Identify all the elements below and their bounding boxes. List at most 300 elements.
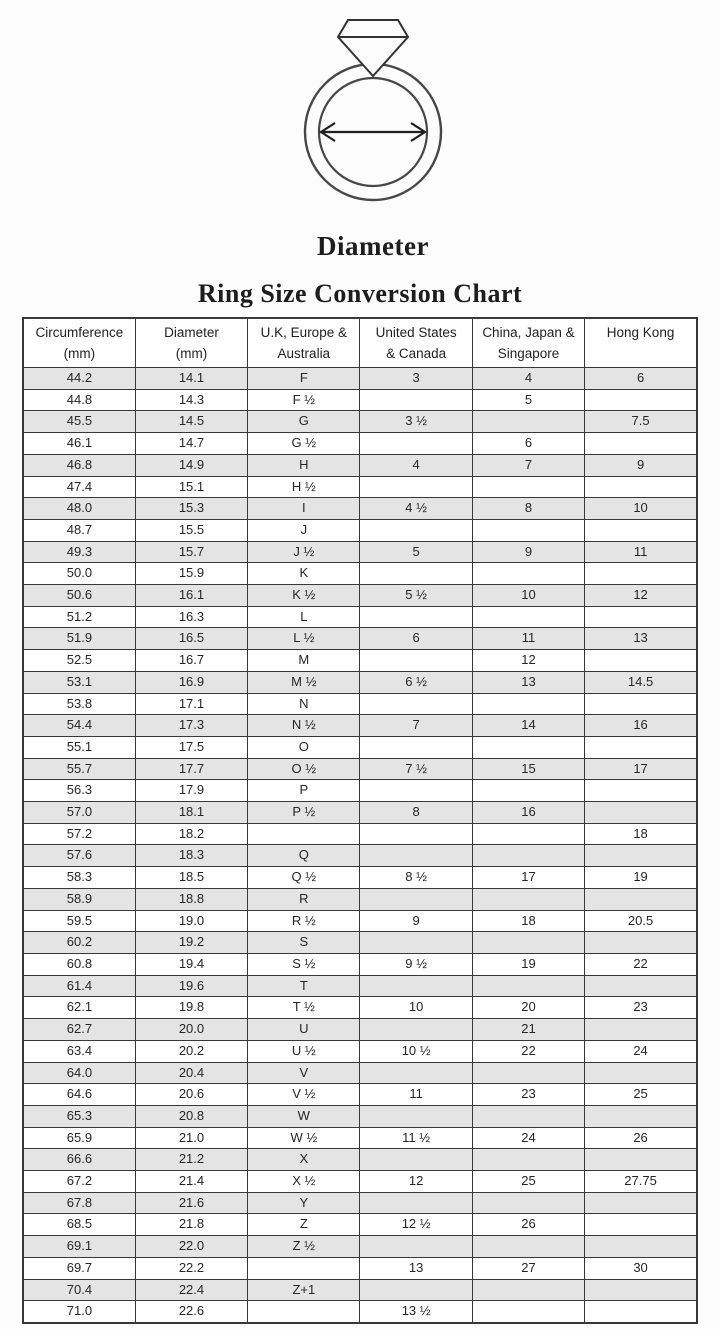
- table-cell: 10: [472, 585, 584, 607]
- table-row: [23, 1171, 697, 1193]
- table-row: [23, 368, 697, 390]
- table-row: [23, 606, 697, 628]
- table-cell: 11 ½: [360, 1127, 472, 1149]
- table-cell: 16.5: [135, 628, 247, 650]
- table-cell: 57.0: [23, 802, 135, 824]
- table-cell: [472, 888, 584, 910]
- table-cell: 70.4: [23, 1279, 135, 1301]
- table-cell: 16.7: [135, 650, 247, 672]
- table-cell: 10: [585, 498, 697, 520]
- table-cell: [585, 1105, 697, 1127]
- table-cell: 18: [585, 823, 697, 845]
- table-cell: 57.6: [23, 845, 135, 867]
- table-cell: 18: [472, 910, 584, 932]
- table-cell: R ½: [248, 910, 360, 932]
- table-cell: [360, 932, 472, 954]
- table-row: [23, 802, 697, 824]
- table-cell: I: [248, 498, 360, 520]
- table-cell: P: [248, 780, 360, 802]
- table-cell: 21.8: [135, 1214, 247, 1236]
- column-header-line: (mm): [63, 346, 96, 361]
- table-cell: 22.6: [135, 1301, 247, 1323]
- table-cell: [585, 433, 697, 455]
- table-cell: M: [248, 650, 360, 672]
- table-cell: [248, 1301, 360, 1323]
- table-cell: 48.7: [23, 519, 135, 541]
- table-cell: V: [248, 1062, 360, 1084]
- table-cell: [360, 736, 472, 758]
- table-cell: 55.7: [23, 758, 135, 780]
- table-cell: 11: [472, 628, 584, 650]
- table-cell: H: [248, 454, 360, 476]
- table-cell: 15.9: [135, 563, 247, 585]
- table-cell: N: [248, 693, 360, 715]
- table-cell: 45.5: [23, 411, 135, 433]
- column-header-line: Australia: [277, 346, 331, 361]
- table-cell: 71.0: [23, 1301, 135, 1323]
- ring-with-diamond-icon: [298, 10, 448, 207]
- table-cell: 18.2: [135, 823, 247, 845]
- ring-diagram: [0, 0, 720, 260]
- table-cell: [472, 736, 584, 758]
- table-cell: [585, 389, 697, 411]
- table-row: [23, 1084, 697, 1106]
- table-cell: 20.6: [135, 1084, 247, 1106]
- table-row: [23, 1279, 697, 1301]
- table-cell: S: [248, 932, 360, 954]
- table-cell: [585, 1236, 697, 1258]
- table-cell: 9: [585, 454, 697, 476]
- table-cell: 63.4: [23, 1040, 135, 1062]
- table-cell: 60.2: [23, 932, 135, 954]
- table-cell: 20.5: [585, 910, 697, 932]
- table-cell: 6: [360, 628, 472, 650]
- table-cell: 4: [360, 454, 472, 476]
- table-cell: 22: [585, 953, 697, 975]
- table-row: [23, 454, 697, 476]
- table-row: [23, 1105, 697, 1127]
- table-cell: 69.7: [23, 1257, 135, 1279]
- table-cell: 19.4: [135, 953, 247, 975]
- table-cell: [585, 650, 697, 672]
- table-header: [23, 318, 697, 368]
- table-cell: W: [248, 1105, 360, 1127]
- table-cell: K ½: [248, 585, 360, 607]
- table-header-row: [23, 318, 697, 368]
- table-cell: [585, 519, 697, 541]
- table-cell: [585, 563, 697, 585]
- table-cell: [472, 932, 584, 954]
- table-cell: 7: [360, 715, 472, 737]
- table-cell: 27.75: [585, 1171, 697, 1193]
- table-cell: [585, 802, 697, 824]
- table-row: [23, 953, 697, 975]
- table-cell: 12: [360, 1171, 472, 1193]
- table-cell: [360, 1192, 472, 1214]
- table-cell: 21.6: [135, 1192, 247, 1214]
- table-cell: [360, 476, 472, 498]
- column-header: [360, 318, 472, 368]
- table-cell: 19.0: [135, 910, 247, 932]
- table-cell: [585, 1192, 697, 1214]
- table-cell: [360, 693, 472, 715]
- table-cell: 11: [585, 541, 697, 563]
- table-cell: [360, 823, 472, 845]
- table-cell: 16: [472, 802, 584, 824]
- table-cell: 53.8: [23, 693, 135, 715]
- table-cell: 14.9: [135, 454, 247, 476]
- table-cell: 53.1: [23, 671, 135, 693]
- table-cell: 13: [472, 671, 584, 693]
- table-cell: 17: [585, 758, 697, 780]
- table-row: [23, 758, 697, 780]
- table-cell: 56.3: [23, 780, 135, 802]
- table-row: [23, 498, 697, 520]
- table-cell: 15: [472, 758, 584, 780]
- diameter-arrow: [321, 123, 425, 141]
- table-cell: [360, 519, 472, 541]
- table-cell: 14.3: [135, 389, 247, 411]
- table-cell: 50.6: [23, 585, 135, 607]
- column-header: [23, 318, 135, 368]
- table-cell: 5: [360, 541, 472, 563]
- table-cell: [585, 1149, 697, 1171]
- table-cell: F: [248, 368, 360, 390]
- table-cell: 18.1: [135, 802, 247, 824]
- table-cell: [248, 823, 360, 845]
- table-cell: 58.3: [23, 867, 135, 889]
- table-cell: 22.0: [135, 1236, 247, 1258]
- table-cell: Q: [248, 845, 360, 867]
- table-row: [23, 736, 697, 758]
- table-cell: 57.2: [23, 823, 135, 845]
- table-cell: 22: [472, 1040, 584, 1062]
- table-row: [23, 715, 697, 737]
- table-cell: 61.4: [23, 975, 135, 997]
- diameter-label: Diameter: [317, 231, 429, 261]
- table-cell: 7 ½: [360, 758, 472, 780]
- table-cell: L: [248, 606, 360, 628]
- table-cell: 15.1: [135, 476, 247, 498]
- table-cell: [472, 780, 584, 802]
- table-cell: 21.4: [135, 1171, 247, 1193]
- table-row: [23, 1236, 697, 1258]
- table-cell: 10: [360, 997, 472, 1019]
- table-cell: [585, 932, 697, 954]
- table-cell: [360, 433, 472, 455]
- table-cell: 15.5: [135, 519, 247, 541]
- table-row: [23, 563, 697, 585]
- table-cell: X ½: [248, 1171, 360, 1193]
- table-cell: 11: [360, 1084, 472, 1106]
- column-header-line: Hong Kong: [606, 325, 675, 340]
- table-cell: 12 ½: [360, 1214, 472, 1236]
- table-cell: 20.4: [135, 1062, 247, 1084]
- column-header-line: & Canada: [386, 346, 447, 361]
- table-cell: [360, 1236, 472, 1258]
- table-cell: Z+1: [248, 1279, 360, 1301]
- table-cell: [472, 975, 584, 997]
- table-cell: [585, 845, 697, 867]
- table-cell: 12: [585, 585, 697, 607]
- column-header-line: Diameter: [164, 325, 219, 340]
- table-cell: O ½: [248, 758, 360, 780]
- table-row: [23, 975, 697, 997]
- table-row: [23, 389, 697, 411]
- table-cell: [472, 1149, 584, 1171]
- table-cell: 4 ½: [360, 498, 472, 520]
- table-row: [23, 932, 697, 954]
- column-header-line: United States: [375, 325, 457, 340]
- column-header-line: China, Japan &: [482, 325, 575, 340]
- table-cell: [585, 1062, 697, 1084]
- table-row: [23, 1214, 697, 1236]
- table-cell: 62.1: [23, 997, 135, 1019]
- table-cell: [360, 563, 472, 585]
- table-cell: 64.6: [23, 1084, 135, 1106]
- table-cell: 64.0: [23, 1062, 135, 1084]
- table-cell: 6: [585, 368, 697, 390]
- table-cell: [585, 1214, 697, 1236]
- table-cell: 4: [472, 368, 584, 390]
- table-cell: 30: [585, 1257, 697, 1279]
- table-cell: R: [248, 888, 360, 910]
- table-cell: [585, 1301, 697, 1323]
- table-cell: 60.8: [23, 953, 135, 975]
- table-cell: 44.2: [23, 368, 135, 390]
- table-cell: 55.1: [23, 736, 135, 758]
- table-cell: [472, 693, 584, 715]
- table-cell: 7.5: [585, 411, 697, 433]
- table-row: [23, 628, 697, 650]
- table-cell: 14.1: [135, 368, 247, 390]
- table-cell: 20.8: [135, 1105, 247, 1127]
- table-cell: 25: [585, 1084, 697, 1106]
- table-cell: 12: [472, 650, 584, 672]
- column-header: [472, 318, 584, 368]
- table-cell: W ½: [248, 1127, 360, 1149]
- table-body: [23, 368, 697, 1323]
- table-cell: U: [248, 1019, 360, 1041]
- table-cell: 9: [472, 541, 584, 563]
- table-row: [23, 411, 697, 433]
- table-cell: 19.6: [135, 975, 247, 997]
- table-cell: 26: [472, 1214, 584, 1236]
- table-cell: 16.9: [135, 671, 247, 693]
- table-cell: 14: [472, 715, 584, 737]
- table-cell: 18.5: [135, 867, 247, 889]
- table-cell: [472, 606, 584, 628]
- column-header-line: Singapore: [497, 346, 560, 361]
- table-cell: [360, 975, 472, 997]
- table-cell: [585, 1019, 697, 1041]
- table-row: [23, 585, 697, 607]
- table-cell: T: [248, 975, 360, 997]
- table-cell: [472, 845, 584, 867]
- table-row: [23, 997, 697, 1019]
- table-cell: 16.3: [135, 606, 247, 628]
- table-cell: 24: [472, 1127, 584, 1149]
- table-row: [23, 910, 697, 932]
- table-cell: 68.5: [23, 1214, 135, 1236]
- table-cell: [585, 975, 697, 997]
- table-cell: 9: [360, 910, 472, 932]
- ring-size-table: [22, 317, 698, 1324]
- column-header: [248, 318, 360, 368]
- table-cell: [585, 780, 697, 802]
- table-cell: 17.1: [135, 693, 247, 715]
- table-row: [23, 433, 697, 455]
- table-row: [23, 780, 697, 802]
- table-cell: 18.8: [135, 888, 247, 910]
- column-header-line: Circumference: [35, 325, 124, 340]
- table-cell: 10 ½: [360, 1040, 472, 1062]
- table-cell: 50.0: [23, 563, 135, 585]
- table-cell: 27: [472, 1257, 584, 1279]
- table-cell: 65.3: [23, 1105, 135, 1127]
- table-cell: 19.2: [135, 932, 247, 954]
- table-row: [23, 823, 697, 845]
- table-cell: G: [248, 411, 360, 433]
- table-cell: 47.4: [23, 476, 135, 498]
- table-cell: 13: [585, 628, 697, 650]
- table-row: [23, 671, 697, 693]
- table-cell: 20.0: [135, 1019, 247, 1041]
- table-cell: 20.2: [135, 1040, 247, 1062]
- table-cell: 62.7: [23, 1019, 135, 1041]
- table-cell: 8: [360, 802, 472, 824]
- table-row: [23, 1149, 697, 1171]
- table-cell: 5: [472, 389, 584, 411]
- table-cell: H ½: [248, 476, 360, 498]
- table-cell: [472, 476, 584, 498]
- table-cell: [472, 1279, 584, 1301]
- table-cell: 21.2: [135, 1149, 247, 1171]
- table-cell: Z: [248, 1214, 360, 1236]
- table-cell: 21: [472, 1019, 584, 1041]
- table-cell: [472, 519, 584, 541]
- table-cell: 17.9: [135, 780, 247, 802]
- table-cell: 67.8: [23, 1192, 135, 1214]
- table-cell: 16: [585, 715, 697, 737]
- table-cell: 19: [585, 867, 697, 889]
- table-cell: 22.4: [135, 1279, 247, 1301]
- table-cell: S ½: [248, 953, 360, 975]
- table-cell: 15.7: [135, 541, 247, 563]
- table-row: [23, 476, 697, 498]
- table-cell: [472, 1301, 584, 1323]
- column-header-line: U.K, Europe &: [260, 325, 347, 340]
- table-row: [23, 693, 697, 715]
- table-cell: T ½: [248, 997, 360, 1019]
- table-cell: 6: [472, 433, 584, 455]
- table-cell: 67.2: [23, 1171, 135, 1193]
- table-cell: [360, 780, 472, 802]
- table-cell: [585, 693, 697, 715]
- table-cell: [472, 411, 584, 433]
- table-cell: 51.2: [23, 606, 135, 628]
- table-cell: 23: [585, 997, 697, 1019]
- table-cell: 44.8: [23, 389, 135, 411]
- table-cell: O: [248, 736, 360, 758]
- table-cell: 21.0: [135, 1127, 247, 1149]
- table-cell: [585, 736, 697, 758]
- table-row: [23, 1062, 697, 1084]
- table-cell: [472, 1192, 584, 1214]
- table-row: [23, 1301, 697, 1323]
- table-cell: [360, 1019, 472, 1041]
- table-cell: 51.9: [23, 628, 135, 650]
- table-cell: [472, 823, 584, 845]
- column-header-line: (mm): [175, 346, 208, 361]
- table-cell: 15.3: [135, 498, 247, 520]
- table-cell: [585, 476, 697, 498]
- table-row: [23, 541, 697, 563]
- table-cell: [585, 1279, 697, 1301]
- table-cell: 46.1: [23, 433, 135, 455]
- table-cell: M ½: [248, 671, 360, 693]
- table-cell: 22.2: [135, 1257, 247, 1279]
- column-header: [135, 318, 247, 368]
- table-cell: 17.7: [135, 758, 247, 780]
- table-cell: Q ½: [248, 867, 360, 889]
- table-cell: [360, 1105, 472, 1127]
- table-cell: 17.3: [135, 715, 247, 737]
- table-cell: 8 ½: [360, 867, 472, 889]
- table-cell: 13: [360, 1257, 472, 1279]
- table-row: [23, 1257, 697, 1279]
- table-cell: X: [248, 1149, 360, 1171]
- table-cell: 14.7: [135, 433, 247, 455]
- table-cell: 48.0: [23, 498, 135, 520]
- table-cell: 17.5: [135, 736, 247, 758]
- column-header: [585, 318, 697, 368]
- table-row: [23, 1040, 697, 1062]
- table-cell: 58.9: [23, 888, 135, 910]
- table-cell: 9 ½: [360, 953, 472, 975]
- table-cell: 14.5: [585, 671, 697, 693]
- table-row: [23, 650, 697, 672]
- table-cell: [360, 1149, 472, 1171]
- table-row: [23, 867, 697, 889]
- table-cell: G ½: [248, 433, 360, 455]
- table-cell: [360, 888, 472, 910]
- table-cell: 25: [472, 1171, 584, 1193]
- table-cell: 19: [472, 953, 584, 975]
- table-cell: 26: [585, 1127, 697, 1149]
- table-cell: 46.8: [23, 454, 135, 476]
- table-row: [23, 519, 697, 541]
- table-cell: V ½: [248, 1084, 360, 1106]
- table-cell: 49.3: [23, 541, 135, 563]
- table-cell: F ½: [248, 389, 360, 411]
- table-cell: 23: [472, 1084, 584, 1106]
- table-cell: 16.1: [135, 585, 247, 607]
- table-cell: 14.5: [135, 411, 247, 433]
- table-row: [23, 1192, 697, 1214]
- table-cell: [472, 1105, 584, 1127]
- table-cell: 18.3: [135, 845, 247, 867]
- table-cell: K: [248, 563, 360, 585]
- table-cell: [248, 1257, 360, 1279]
- table-cell: 8: [472, 498, 584, 520]
- table-cell: 19.8: [135, 997, 247, 1019]
- table-cell: 6 ½: [360, 671, 472, 693]
- table-cell: 13 ½: [360, 1301, 472, 1323]
- table-cell: 59.5: [23, 910, 135, 932]
- table-row: [23, 1127, 697, 1149]
- page-title: Ring Size Conversion Chart: [197, 279, 523, 308]
